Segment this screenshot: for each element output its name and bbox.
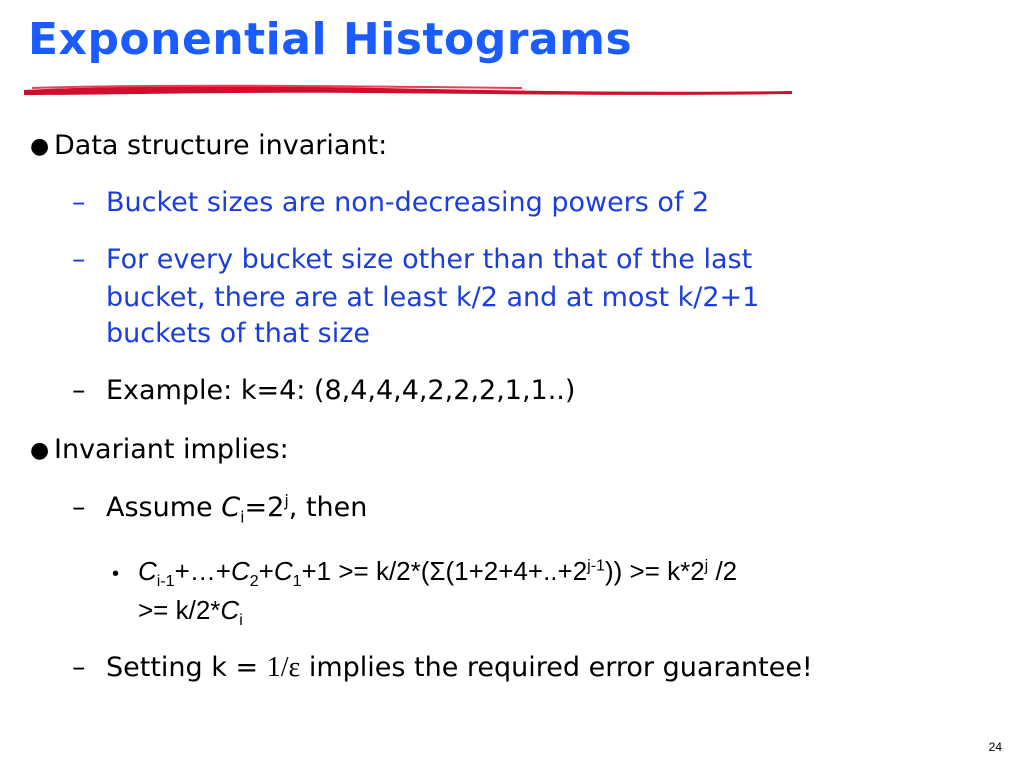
sub-bullet-example: – Example: k=4: (8,4,4,4,2,2,2,1,1..) [72, 375, 576, 406]
sub-bullet-bucket-count-line1: – For every bucket size other than that of the last [72, 244, 753, 275]
bullet-invariant-implies: ● Invariant implies: [30, 432, 289, 469]
bullet-dot: ● [30, 437, 50, 463]
sub-sub-bullet-sum-bound-line2: >= $k/2*C_i$ [138, 595, 243, 630]
page-number: 24 [988, 740, 1002, 754]
bullet-dot: ● [30, 133, 50, 159]
sub-sub-bullet-sum-bound: • $C_{i-1}+\dots+C_2+C_1+1 >= k/2*(\Sigma(1+2+4+..+2^{j-1})) >= k*2^j$ /2 [112, 556, 738, 591]
title-underline [22, 82, 802, 98]
sub-bullet-bucket-sizes: – Bucket sizes are non-decreasing powers of 2 [72, 187, 710, 218]
bullet-data-structure-invariant: ● Data structure invariant: [30, 128, 387, 165]
sub-bullet-assume: – Assume $C_i=2^j$, then [72, 491, 368, 527]
sub-bullet-setting-k: – Setting k = 1/ε implies the required error guarantee! [72, 652, 813, 683]
sub-bullet-bucket-count-line3: buckets of that size [106, 318, 370, 349]
slide-title: Exponential Histograms [28, 14, 633, 65]
sub-bullet-bucket-count-line2: bucket, there are at least k/2 and at most k/2+1 [106, 282, 760, 313]
